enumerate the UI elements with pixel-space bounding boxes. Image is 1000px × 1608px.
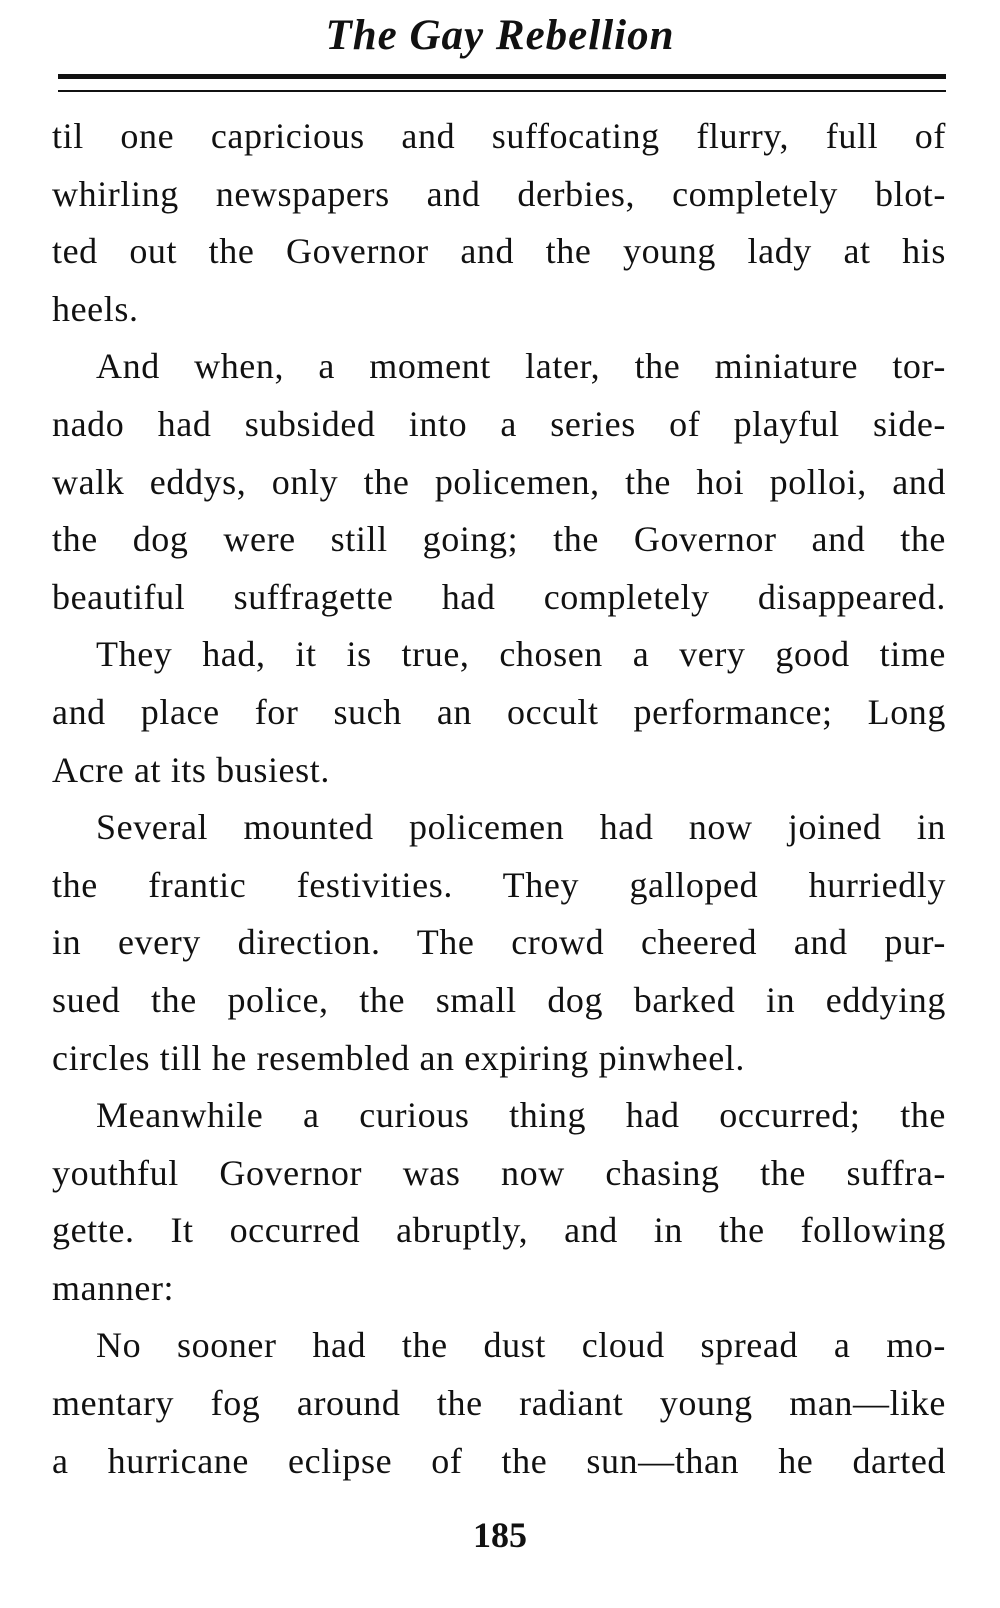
text-line: No sooner had the dust cloud spread a mo- [96,1325,946,1366]
text-line: mentary fog around the radiant young man—like [52,1383,946,1424]
text-line: beautiful suffragette had completely disappeared. [52,576,946,617]
text-line: They had, it is true, chosen a very good time [96,634,946,675]
header-rule-thin [58,90,946,92]
text-line: And when, a moment later, the miniature tor- [96,346,946,387]
body-text [52,108,946,1490]
text-line: circles till he resembled an expiring pinwheel. [52,1037,745,1078]
text-line: nado had subsided into a series of playful side- [52,403,946,444]
text-line: gette. It occurred abruptly, and in the following [52,1210,946,1251]
text-line: a hurricane eclipse of the sun—than he darted [52,1440,946,1481]
text-line: sued the police, the small dog barked in eddying [52,979,946,1020]
text-line: heels. [52,288,139,329]
text-line: Meanwhile a curious thing had occurred; the [96,1095,946,1136]
header-rule-thick [58,74,946,79]
text-line: til one capricious and suffocating flurry, full of [52,116,946,156]
running-head-title: The Gay Rebellion [325,12,675,59]
text-line: the dog were still going; the Governor and the [52,519,946,560]
text-line: Acre at its busiest. [52,749,330,790]
text-line: manner: [52,1267,175,1308]
text-line: the frantic festivities. They galloped hurriedly [52,864,946,905]
text-line: Several mounted policemen had now joined in [96,807,946,848]
text-line: and place for such an occult performance; Long [52,691,946,732]
page-number: 185 [473,1515,527,1555]
text-line: youthful Governor was now chasing the suffra- [52,1152,946,1193]
text-line: ted out the Governor and the young lady at his [52,231,946,272]
text-line: whirling newspapers and derbies, completely blot- [52,173,946,214]
text-line: walk eddys, only the policemen, the hoi polloi, and [52,461,946,502]
text-line: in every direction. The crowd cheered and pur- [52,922,946,963]
